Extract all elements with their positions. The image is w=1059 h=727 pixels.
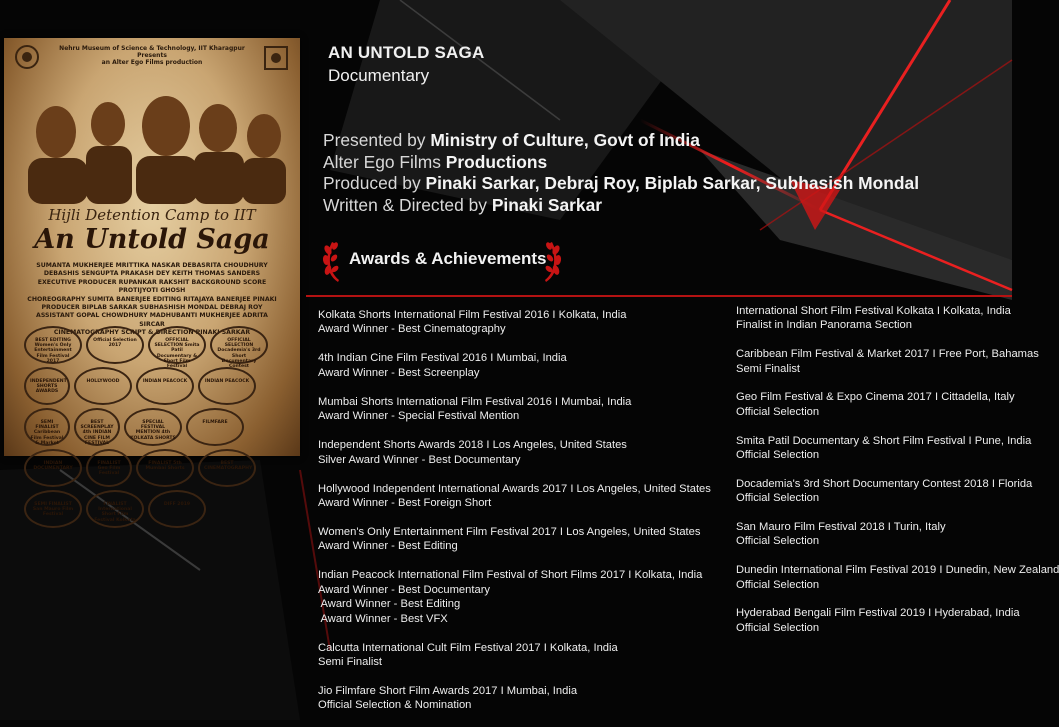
award-item [736,304,1012,333]
award-festival: Smita Patil Documentary & Short Film Festival I Pune, India [736,434,1032,447]
poster-laurel-text: SPECIAL FESTIVAL MENTION 4th KOLKATA SHORTS [130,420,176,441]
award-result: Official Selection & Nomination [318,699,472,712]
poster-laurel-badge [198,367,256,405]
credit-presented: Presented by Ministry of Culture, Govt of India [323,130,700,150]
poster-laurel-badge [86,490,144,528]
film-credits [323,130,919,216]
award-item [736,434,1032,463]
poster-header-line: an Alter Ego Films production [101,59,203,66]
iit-logo-icon [14,44,40,70]
movie-poster [4,38,300,523]
film-info [328,43,484,86]
award-festival: Calcutta International Cult Film Festival 2017 I Kolkata, India [318,641,618,654]
award-result: Finalist in Indian Panorama Section [736,319,912,332]
award-result: Official Selection [736,535,820,548]
poster-laurel-badge [24,367,70,405]
poster-credit-line: EXECUTIVE PRODUCER RUPANKAR RAKSHIT BACKGROUND SCORE PROTIJYOTI GHOSH [37,278,267,295]
poster-laurel-badge [136,367,194,405]
poster-credit-line: CHOREOGRAPHY SUMITA BANERJEE EDITING RITAJAYA BANERJEE PINAKI [27,295,277,303]
credit-director: Written & Directed by Pinaki Sarkar [323,194,603,215]
award-item [736,606,1020,635]
award-item [318,438,728,467]
poster-laurel-text: BEST CINEMATOGRAPHY [204,461,253,472]
award-item [736,477,1033,506]
poster-header-line: Presents [137,52,167,59]
award-festival: Jio Filmfare Short Film Awards 2017 I Mumbai, India [318,685,578,698]
poster-laurel-badge [210,326,268,370]
poster-laurel-text: FINALIST International Short Film Festival Kolkata [94,502,136,523]
award-item [318,568,728,626]
award-result: Award Winner - Best Editing [318,598,461,611]
poster-laurel-badge [24,326,82,364]
poster-laurel-badge [86,326,144,364]
award-result: Silver Award Winner - Best Documentary [318,453,521,466]
award-festival: San Mauro Film Festival 2018 I Turin, Italy [736,521,946,534]
award-festival: Docademia's 3rd Short Documentary Contest 2018 I Florida [736,477,1033,490]
award-item [318,351,728,380]
poster-laurel-text: FINALIST 5th Mumbai Shorts [145,461,185,472]
poster-laurel-text: BEST SCREENPLAY 4th INDIAN CINE FILM FESTIVAL [80,420,114,446]
awards-divider [306,295,1012,297]
laurel-right-icon [540,238,562,284]
award-item [318,641,728,670]
award-result: Official Selection [736,621,820,634]
poster-credit-line: CINEMATOGRAPHY SCRIPT & DIRECTION PINAKI SARKAR [53,329,251,337]
poster-laurel-badge [24,490,82,528]
poster-laurel-badge [24,408,70,446]
poster-laurel-text: BEST EDITING Women's Only Entertainment Film Festival 2017 [34,338,72,364]
poster-laurel-badge [186,408,244,446]
credit-production: Alter Ego Films Productions [323,151,548,172]
poster-laurels [22,326,284,531]
poster-laurel-badge [124,408,182,446]
poster-laurel-text: Official Selection 2017 [93,338,137,349]
film-title: AN UNTOLD SAGA [328,43,485,62]
award-festival: International Short Film Festival Kolkata I Kolkata, India [736,305,1011,317]
award-result: Award Winner - Best Cinematography [318,323,506,336]
poster-credit-line: ASSISTANT GOPAL CHOWDHURY MADHUBANTI MUKHERJEE ADRITA SIRCAR [36,312,268,328]
award-festival: 4th Indian Cine Film Festival 2016 I Mumbai, India [318,352,567,365]
award-festival: Kolkata Shorts International Film Festival 2016 I Kolkata, India [318,309,627,321]
poster-laurel-text: SEMI FINALIST San Mauro Film Festival [32,502,74,518]
poster-laurel-text: DIFF 2019 [163,502,191,507]
poster-laurel-text: INDIAN PEACOCK [204,379,250,384]
award-item [736,520,1012,549]
award-result: Award Winner - Best Documentary [318,583,491,596]
laurel-left-icon [322,238,344,284]
credit-producers: Produced by Pinaki Sarkar, Debraj Roy, Biplab Sarkar, Subhasish Mondal [323,173,920,194]
awards-list-left [318,308,728,727]
poster-laurel-badge [148,490,206,528]
poster-laurel-text: OFFICIAL SELECTION Smita Patil Documentary & Short Film Festival [154,338,200,370]
poster-header-line: Nehru Museum of Science & Technology, IIT Kharagpur [59,45,245,52]
poster-credit-line: SUMANTA MUKHERJEE MRITTIKA NASKAR DEBASRITA CHOUDHURY [36,262,268,269]
poster-laurel-badge [198,449,256,487]
poster-laurel-text: INDIAN PEACOCK [142,379,188,384]
award-item [318,684,728,713]
award-result: Award Winner - Special Festival Mention [318,410,520,423]
poster-laurel-text: FINALIST Geo Film Festival [97,461,121,477]
award-result: Official Selection [736,578,820,591]
award-festival: Women's Only Entertainment Film Festival 2017 I Los Angeles, United States [318,526,701,539]
poster-laurel-badge [24,449,82,487]
awards-heading [322,236,562,284]
award-item [736,390,1015,419]
award-item [318,308,728,337]
awards-list-right [736,304,1059,650]
award-item [736,347,1039,376]
award-item [318,525,728,554]
poster-credit-line: PRODUCER BIPLAB SARKAR SUBHASHISH MONDAL DEBRAJ ROY [41,304,263,312]
poster-tagline: Hijli Detention Camp to IIT [48,206,256,224]
awards-title: Awards & Achievements [349,249,547,268]
award-festival: Mumbai Shorts International Film Festival 2016 I Mumbai, India [318,395,632,408]
poster-laurel-badge [74,408,120,446]
award-item [318,482,728,511]
award-festival: Dunedin International Film Festival 2019 I Dunedin, New Zealand [736,564,1059,577]
award-festival: Hollywood Independent International Awards 2017 I Los Angeles, United States [318,482,711,495]
award-festival: Independent Shorts Awards 2018 I Los Angeles, United States [318,439,627,452]
award-result: Award Winner - Best VFX [318,612,448,625]
award-festival: Caribbean Film Festival & Market 2017 I Free Port, Bahamas [736,348,1039,361]
award-result: Official Selection [736,492,820,505]
poster-laurel-badge [86,449,132,487]
award-festival: Geo Film Festival & Expo Cinema 2017 I Cittadella, Italy [736,391,1015,404]
alter-ego-logo-icon [262,44,290,72]
award-result: Official Selection [736,405,820,418]
award-festival: Hyderabad Bengali Film Festival 2019 I Hyderabad, India [736,607,1020,620]
poster-laurel-badge [148,326,206,370]
poster-laurel-badge [74,367,132,405]
award-item [318,395,728,424]
award-item [736,563,1059,592]
poster-laurel-text: OFFICIAL SELECTION Docademia's 3rd Short Documentary Contest [217,338,261,370]
poster-cast-image [18,94,288,204]
film-genre: Documentary [328,66,430,85]
poster-laurel-text: FILMFARE [202,420,228,425]
award-result: Award Winner - Best Editing [318,540,458,553]
poster-laurel-text: INDIAN DOCUMENTARY [33,461,73,472]
award-festival: Indian Peacock International Film Festival of Short Films 2017 I Kolkata, India [318,569,703,582]
poster-title: An Untold Saga [34,224,270,255]
poster-laurel-text: SEMI FINALIST Caribbean Film Festival & Market [30,420,64,446]
poster-credit-line: DEBASHIS SENGUPTA PRAKASH DEY KEITH THOMAS SANDERS [43,270,261,278]
award-result: Official Selection [736,449,820,462]
award-result: Semi Finalist [318,656,383,669]
award-result: Award Winner - Best Foreign Short [318,497,492,510]
award-result: Award Winner - Best Screenplay [318,366,480,379]
poster-laurel-text: HOLLYWOOD [86,379,120,384]
poster-laurel-badge [136,449,194,487]
poster-laurel-text: INDEPENDENT SHORTS AWARDS [30,379,67,395]
award-result: Semi Finalist [736,362,801,375]
